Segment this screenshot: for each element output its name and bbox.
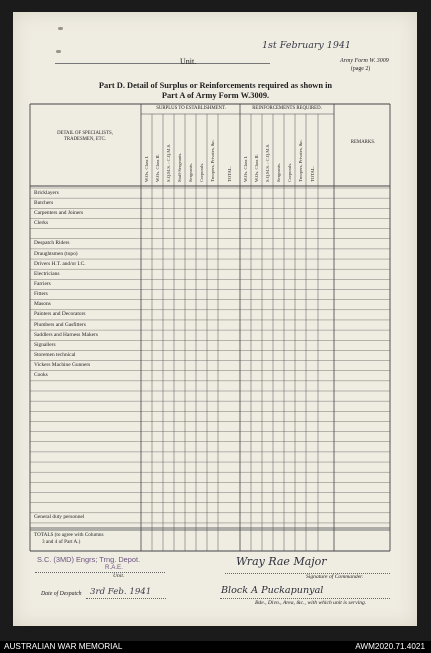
location-caption: Bde., Divn., Area, &c., with which unit is serving. (255, 600, 367, 606)
row-label: Signallers (34, 341, 56, 348)
row-label: Plumbers and Gasfitters (34, 321, 86, 328)
form-title-line2: Part A of Army Form W.3009. (161, 91, 270, 100)
signature-caption: Signature of Commander. (306, 574, 364, 580)
despatch-date-line (86, 598, 166, 599)
row-label: Bricklayers (34, 189, 59, 196)
footer-left: AUSTRALIAN WAR MEMORIAL (4, 642, 123, 651)
column-heading: Sergeants. (276, 163, 281, 182)
column-heading: S.Q.M.S. : C.Q.M.S. (265, 143, 270, 182)
reinforcement-header: REINFORCEMENTS REQUIRED. (252, 106, 322, 111)
detail-header-line2: TRADESMEN, ETC. (64, 137, 106, 142)
totals-label-line2: 3 and 4 of Part A.) (42, 539, 81, 545)
column-heading: Staff-Sergeants. (177, 152, 182, 182)
page-ref: (page 2) (351, 66, 371, 72)
column-heading: Corporals. (199, 162, 204, 182)
column-heading: TOTAL. (310, 166, 315, 182)
row-label: Drivers H.T. and/or I.C. (34, 260, 86, 267)
handwritten-date: 1st February 1941 (262, 40, 351, 51)
location-line (220, 598, 390, 599)
surplus-header: SURPLUS TO ESTABLISHMENT. (156, 106, 226, 111)
remarks-header: REMARKS. (350, 140, 376, 145)
row-label: Farriers (34, 280, 51, 287)
column-heading: Troopers, Privates, &c. (210, 139, 215, 182)
row-label: Saddlers and Harness Makers (34, 331, 98, 338)
location-handwritten: Block A Puckapunyal (221, 585, 324, 596)
column-heading: W.Os. Class I. (243, 155, 248, 182)
row-label: Draughtsmen (topo) (34, 250, 78, 257)
row-label: Carpenters and Joiners (34, 209, 84, 216)
column-heading: Corporals. (287, 162, 292, 182)
detail-header-line1: DETAIL OF SPECIALISTS, (57, 131, 113, 136)
column-heading: S.Q.M.S. : C.Q.M.S. (166, 143, 171, 182)
totals-label-line1: TOTALS (to agree with Columns (34, 532, 104, 538)
archive-footer (0, 641, 431, 653)
unit-signature-line (35, 572, 165, 573)
unit-caption: Unit. (113, 573, 125, 579)
row-label: Masons (34, 301, 51, 308)
row-label: Clerks (34, 220, 49, 227)
unit-label: Unit. (180, 57, 197, 66)
despatch-label: Date of Despatch (41, 591, 82, 597)
footer-right: AWM2020.71.4021 (355, 642, 425, 651)
row-label: Despatch Riders (34, 240, 70, 247)
row-label: Cooks (34, 372, 48, 379)
row-label: Fitters (34, 291, 48, 298)
unit-stamp-line1: S.C. (3MD) Engrs; Trng. Depot. (37, 555, 141, 564)
row-label: Electricians (34, 270, 60, 277)
row-label: General duty personnel (34, 514, 85, 521)
column-heading: Sergeants. (188, 163, 193, 182)
column-heading: W.Os. Class II. (254, 154, 259, 182)
column-heading: TOTAL. (227, 166, 232, 182)
row-label: Storemen technical (34, 352, 76, 358)
despatch-date: 3rd Feb. 1941 (90, 587, 152, 597)
row-label: Painters and Decorators (34, 311, 86, 318)
row-label: Vickers Machine Gunners (34, 362, 91, 369)
column-heading: W.Os. Class I. (144, 155, 149, 182)
form-title-line1: Part D. Detail of Surplus or Reinforcements required as shown in (98, 81, 333, 90)
row-label: Butchers (34, 199, 54, 206)
column-heading: Troopers, Privates, &c. (298, 139, 303, 182)
unit-stamp-line2: R.A.E. (105, 564, 123, 571)
form-name: Army Form W. 3009 (340, 58, 389, 64)
commander-signature: Wray Rae Major (236, 555, 327, 568)
column-heading: W.Os. Class II. (155, 154, 160, 182)
